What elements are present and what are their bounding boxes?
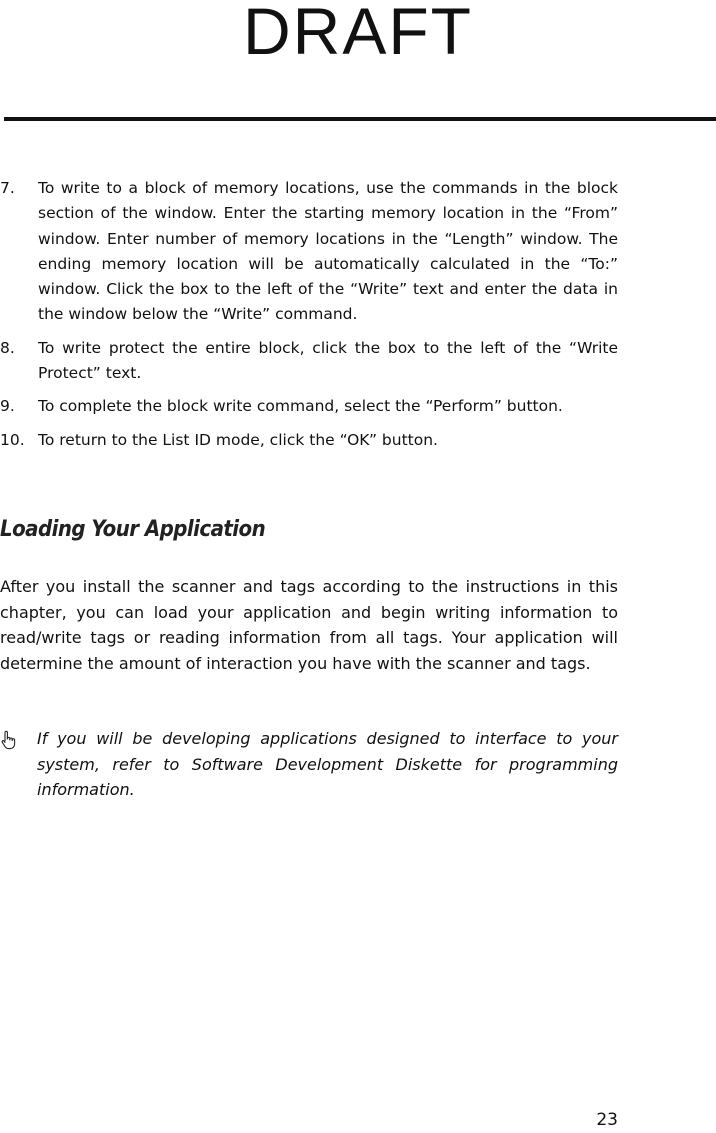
- note-text: If you will be developing applications designed to interface to your system, refer to Software Development Diskette for programming information.: [37, 729, 618, 799]
- step-text: To return to the List ID mode, click the “OK” button.: [38, 430, 438, 449]
- step-item: [0, 428, 618, 453]
- header-rule: [4, 117, 716, 121]
- step-number: 8.: [0, 338, 15, 357]
- section-heading: Loading Your Application: [0, 517, 266, 542]
- pointing-hand-icon: [0, 730, 18, 750]
- step-number: 7.: [0, 179, 15, 197]
- step-text: To complete the block write command, select the “Perform” button.: [38, 397, 563, 416]
- draft-watermark: DRAFT: [243, 0, 473, 68]
- step-text: To write to a block of memory locations, use the commands in the block section of the window. Enter the starting memory location in the “From” window. Enter number of memory locations in the “Length” window. The ending memory location will be automatically calculated in the “To:” window. Click the box to the left of the “Write” text and enter the data in the window below the “Write” command.: [38, 179, 618, 324]
- section-paragraph: After you install the scanner and tags according to the instructions in this chapter, you can load your application and begin writing information to read/write tags or reading information from all tags. Your application will determine the amount of interaction you have with the scanner and tags.: [0, 577, 618, 673]
- step-number: 10.: [0, 430, 25, 449]
- instruction-steps: [0, 176, 618, 453]
- step-number: 9.: [0, 397, 15, 416]
- page-number: 23: [596, 1110, 618, 1130]
- step-item: [0, 336, 618, 387]
- step-text: To write protect the entire block, click the box to the left of the “Write Protect” text.: [38, 338, 618, 383]
- step-item: [0, 394, 618, 419]
- note-block: [0, 726, 618, 803]
- step-item: [0, 176, 618, 328]
